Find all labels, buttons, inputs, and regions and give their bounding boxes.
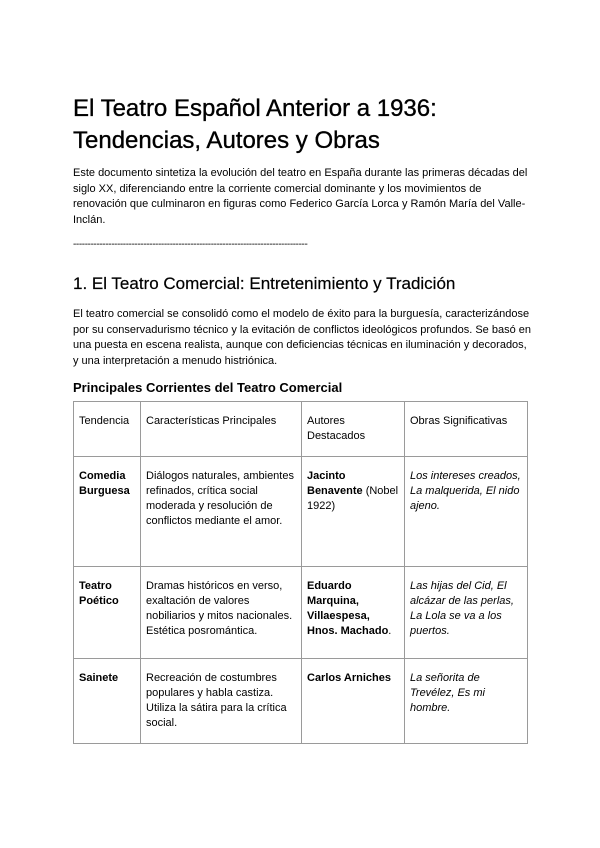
cell-caracteristicas: Dramas históricos en verso, exaltación de valores nobiliarios y mitos nacionales. Estética posromántica.	[141, 567, 302, 659]
cell-obras: La señorita de Trevélez, Es mi hombre.	[405, 659, 528, 744]
author-note: .	[388, 625, 392, 637]
author-names: Jacinto Benavente	[307, 470, 363, 497]
table-row	[74, 567, 528, 659]
author-names: Eduardo Marquina, Villaespesa, Hnos. Machado	[307, 580, 389, 637]
cell-obras: Los intereses creados, La malquerida, El nido ajeno.	[405, 457, 528, 567]
section-heading: 1. El Teatro Comercial: Entretenimiento y Tradición	[73, 274, 456, 293]
cell-autores	[302, 659, 405, 744]
section-paragraph: El teatro comercial se consolidó como el modelo de éxito para la burguesía, caracterizándose por su conservadurismo técnico y la evitación de conflictos ideológicos profundos. Se basó en una puesta en escena realista, aunque con deficiencias técnicas en iluminación y decorados, y una interpretación a menudo histriónica.	[73, 308, 531, 367]
cell-autores	[302, 457, 405, 567]
table-header-row	[74, 402, 528, 457]
cell-caracteristicas: Diálogos naturales, ambientes refinados, crítica social moderada y resolución de conflictos mediante el amor.	[141, 457, 302, 567]
corrientes-table	[73, 401, 528, 744]
author-note: (Nobel 1922)	[307, 485, 399, 512]
cell-tendencia: Sainete	[74, 659, 141, 744]
cell-tendencia: Teatro Poético	[74, 567, 141, 659]
cell-caracteristicas: Recreación de costumbres populares y habla castiza. Utiliza la sátira para la crítica social.	[141, 659, 302, 744]
header-tendencia: Tendencia	[74, 402, 141, 457]
author-names: Carlos Arniches	[307, 672, 391, 684]
document-title: El Teatro Español Anterior a 1936: Tendencias, Autores y Obras	[73, 95, 437, 154]
table-row	[74, 457, 528, 567]
separator-line: --------------------------------------------------------------------------------	[73, 239, 308, 250]
table-row	[74, 659, 528, 744]
header-obras: Obras Significativas	[405, 402, 528, 457]
table-title: Principales Corrientes del Teatro Comercial	[73, 380, 343, 395]
intro-paragraph: Este documento sintetiza la evolución del teatro en España durante las primeras décadas del siglo XX, diferenciando entre la corriente comercial dominante y los movimientos de renovación que culminaron en figuras como Federico García Lorca y Ramón María del Valle-Inclán.	[73, 167, 528, 226]
header-autores: Autores Destacados	[302, 402, 405, 457]
cell-obras: Las hijas del Cid, El alcázar de las perlas, La Lola se va a los puertos.	[405, 567, 528, 659]
cell-autores	[302, 567, 405, 659]
header-caracteristicas: Características Principales	[141, 402, 302, 457]
cell-tendencia: Comedia Burguesa	[74, 457, 141, 567]
